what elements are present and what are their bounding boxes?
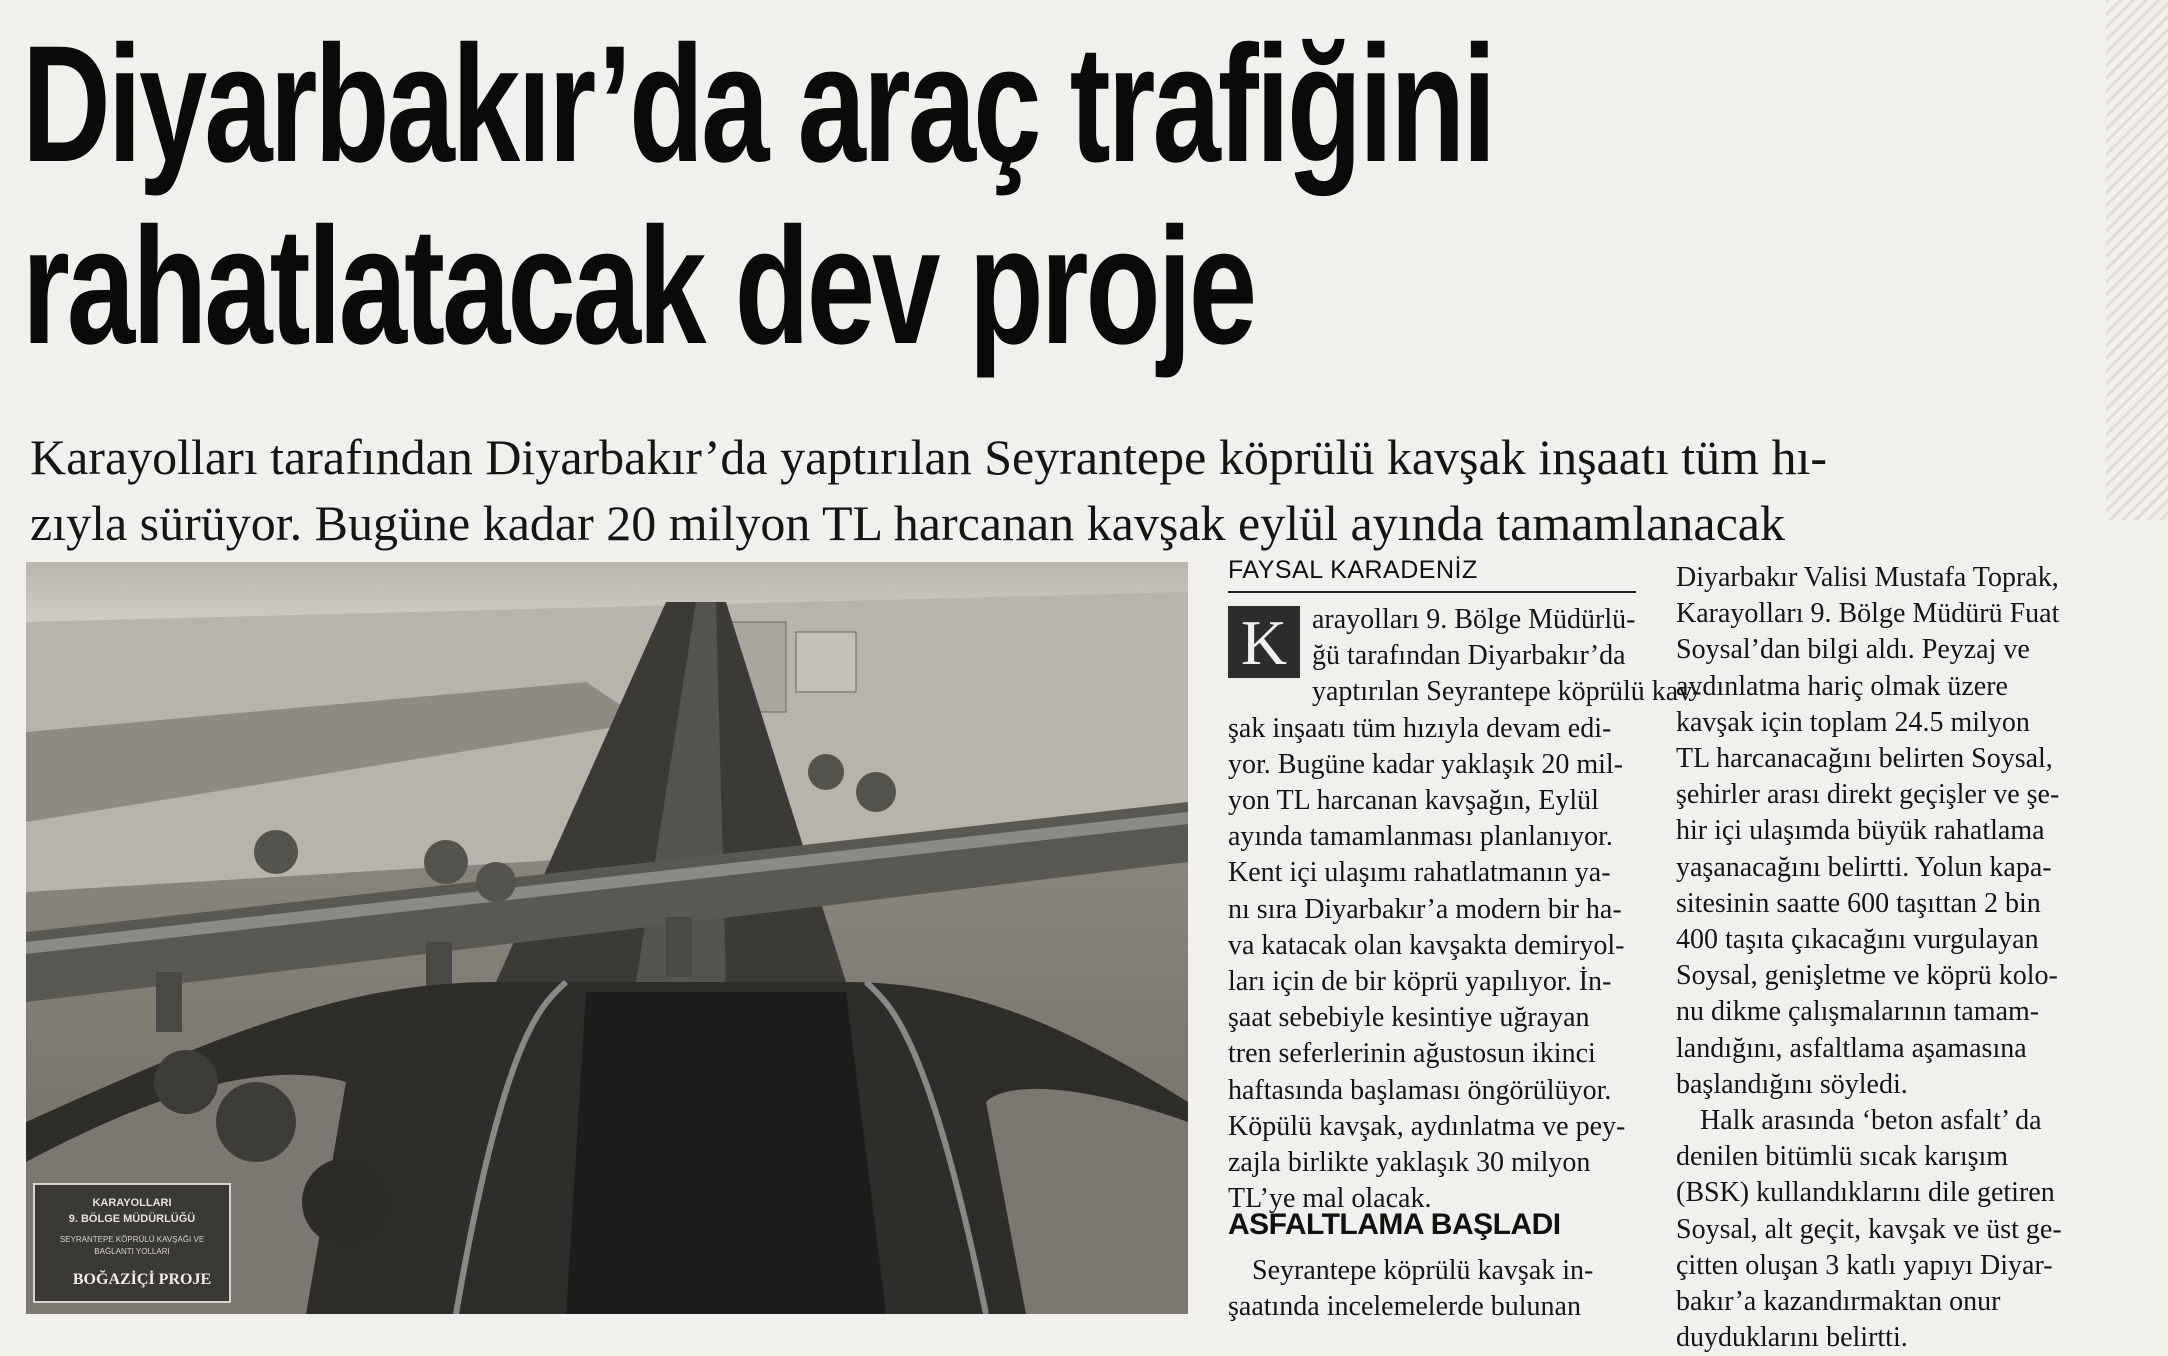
text-line: TL’ye mal olacak. [1228, 1183, 1432, 1215]
text-line: landığını, asfaltlama aşamasına [1676, 1032, 2027, 1064]
text-line: Diyarbakır Valisi Mustafa Toprak, [1676, 562, 2059, 593]
text-line: nu dikme çalışmalarının tamam- [1676, 996, 2040, 1028]
text-line: şaat sebebiyle kesintiye uğrayan [1228, 1002, 1590, 1034]
article-photo [26, 562, 1188, 1314]
text-line: (BSK) kullandıklarını dile getiren [1676, 1177, 2055, 1209]
body-column-1 [1228, 602, 1702, 1217]
text-line: Karayolları 9. Bölge Müdürü Fuat [1676, 598, 2060, 630]
text-line: Köpülü kavşak, aydınlatma ve pey- [1228, 1110, 1626, 1142]
body-text-col1 [1228, 602, 1702, 1217]
text-line: va katacak olan kavşakta demiryol- [1228, 929, 1625, 961]
text-line: hir içi ulaşımda büyük rahatlama [1676, 815, 2045, 847]
text-line: ğü tarafından Diyarbakır’da [1312, 640, 1626, 672]
byline: FAYSAL KARADENİZ [1228, 556, 1636, 593]
text-line: tren seferlerinin ağustosun ikinci [1228, 1038, 1596, 1070]
deck-line-1: Karayolları tarafından Diyarbakır’da yaptırılan Seyrantepe köprülü kavşak inşaatı tüm hı- [30, 429, 1828, 485]
body-text-col2 [1676, 560, 2096, 1356]
text-line: arayolları 9. Bölge Müdürlü- [1312, 604, 1636, 635]
sign-line-4: BAĞLANTI YOLLARI [94, 1247, 170, 1256]
text-line: zajla birlikte yaklaşık 30 milyon [1228, 1147, 1591, 1179]
text-line: yaptırılan Seyrantepe köprülü kav- [1312, 676, 1702, 708]
text-line: denilen bitümlü sıcak karışım [1676, 1141, 2009, 1173]
text-line: yor. Bugüne kadar yaklaşık 20 mil- [1228, 748, 1624, 780]
headline [22, 14, 2094, 378]
interchange-rendering [26, 562, 1188, 1314]
text-line: şaatında incelemelerde bulunan [1228, 1291, 1581, 1323]
text-line: ları için de bir köprü yapılıyor. İn- [1228, 966, 1612, 998]
body-column-2 [1676, 560, 2096, 1356]
text-line: nı sıra Diyarbakır’a modern bir ha- [1228, 893, 1622, 925]
text-line: yon TL harcanan kavşağın, Eylül [1228, 785, 1599, 817]
text-line: Halk arasında ‘beton asfalt’ da [1700, 1105, 2042, 1137]
text-line: bakır’a kazandırmaktan onur [1676, 1286, 2001, 1318]
sign-line-3: SEYRANTEPE KÖPRÜLÜ KAVŞAĞI VE [59, 1235, 205, 1244]
text-line: Kent içi ulaşımı rahatlatmanın ya- [1228, 857, 1611, 889]
drop-cap: K [1228, 606, 1300, 678]
text-line: Soysal, genişletme ve köprü kolo- [1676, 960, 2058, 992]
text-line: Seyrantepe köprülü kavşak in- [1252, 1255, 1594, 1286]
text-line: çitten oluşan 3 katlı yapıyı Diyar- [1676, 1249, 2053, 1281]
text-line: kavşak için toplam 24.5 milyon [1676, 706, 2030, 738]
sign-brand: BOĞAZİÇİ PROJE [72, 1271, 212, 1288]
deck-line-2: zıyla sürüyor. Bugüne kadar 20 milyon TL harcanan kavşak eylül ayında tamamlanacak [30, 495, 1785, 551]
text-line: şak inşaatı tüm hızıyla devam edi- [1228, 712, 1612, 744]
text-line: 400 taşıta çıkacağını vurgulayan [1676, 924, 2039, 956]
sign-line-1: KARAYOLLARI [92, 1197, 172, 1209]
text-line: Soysal’dan bilgi aldı. Peyzaj ve [1676, 634, 2030, 666]
text-line: sitesinin saatte 600 taşıttan 2 bin [1676, 887, 2041, 919]
text-line: aydınlatma hariç olmak üzere [1676, 670, 2008, 702]
deck [30, 424, 2090, 556]
body-column-1-continued [1228, 1253, 1638, 1325]
text-line: yaşanacağını belirtti. Yolun kapa- [1676, 851, 2052, 883]
text-line: duyduklarını belirtti. [1676, 1322, 1908, 1354]
body-text-col1-continued [1228, 1253, 1638, 1325]
headline-line-1: Diyarbakır’da araç trafiğini [22, 12, 1494, 197]
text-line: şehirler arası direkt geçişler ve şe- [1676, 779, 2060, 811]
text-line: TL harcanacağını belirten Soysal, [1676, 743, 2053, 775]
subheading: ASFALTLAMA BAŞLADI [1228, 1208, 1561, 1241]
headline-line-2: rahatlatacak dev proje [22, 194, 1255, 379]
text-line: başlandığını söyledi. [1676, 1068, 1908, 1100]
text-line: ayında tamamlanması planlanıyor. [1228, 821, 1613, 853]
text-line: Soysal, alt geçit, kavşak ve üst ge- [1676, 1213, 2062, 1245]
adjacent-page-bleed [2106, 0, 2168, 520]
text-line: haftasında başlaması öngörülüyor. [1228, 1074, 1612, 1106]
sign-line-2: 9. BÖLGE MÜDÜRLÜĞÜ [68, 1213, 196, 1225]
